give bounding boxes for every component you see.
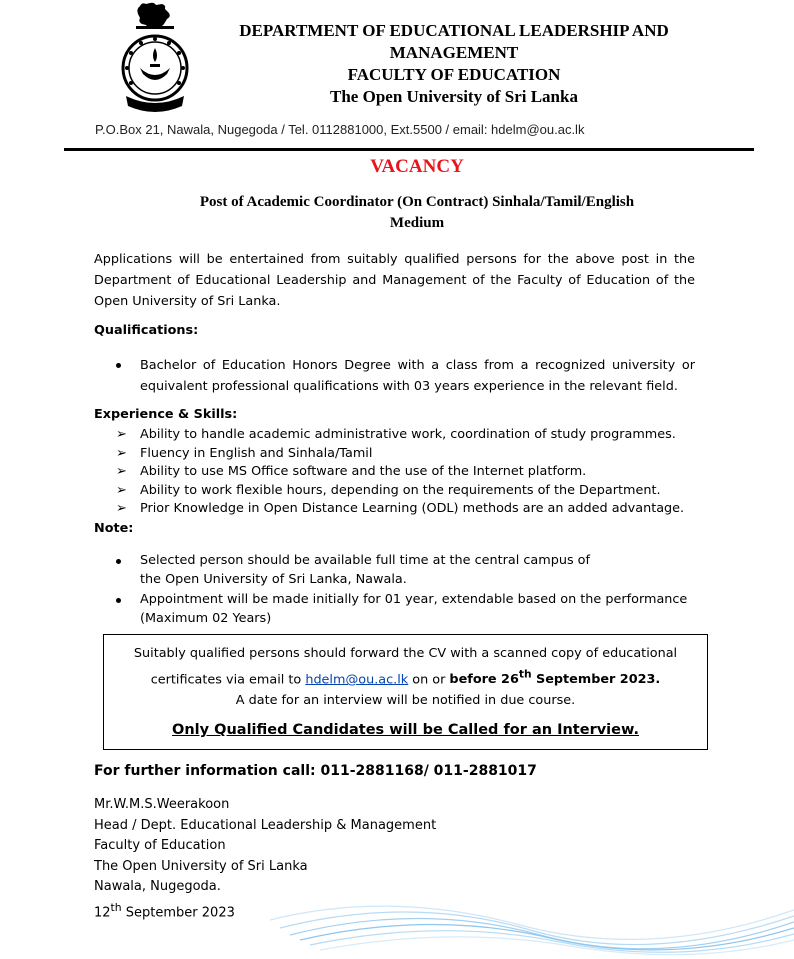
experience-text: Prior Knowledge in Open Distance Learning (ODL) methods are an added advantage. [140,501,685,517]
signatory-title: Head / Dept. Educational Leadership & Management [94,817,437,833]
note-text-line: (Maximum 02 Years) [140,611,272,626]
arrow-bullet-icon: ➢ [116,445,127,461]
list-item [94,426,714,445]
deadline-text: September 2023. [531,672,661,688]
qualifications-list [94,355,695,397]
date-suffix: th [110,900,122,914]
list-item [94,500,714,519]
experience-text: Fluency in English and Sinhala/Tamil [140,445,373,461]
application-info-box [103,634,708,750]
date-rest: September 2023 [121,904,235,920]
university-logo [120,2,190,114]
experience-heading: Experience & Skills: [94,407,238,422]
deadline-suffix: th [518,668,532,681]
info-text: certificates via email to [150,672,306,688]
list-item [94,482,714,501]
note-text-line: Appointment will be made initially for 01 year, extendable based on the performance [140,592,688,607]
arrow-bullet-icon: ➢ [116,482,127,498]
signatory-faculty: Faculty of Education [94,838,226,853]
experience-text: Ability to use MS Office software and the use of the Internet platform. [140,464,587,480]
deadline-text: before 26 [449,672,519,688]
note-heading: Note: [94,521,134,536]
experience-list [94,426,714,519]
faculty-name: FACULTY OF EDUCATION [347,65,561,84]
university-name: The Open University of Sri Lanka [330,87,578,106]
qualification-text: Bachelor of Education Honors Degree with a class from a recognized university or equivalent professional qualifications with 03 years experience in the relevant field. [140,358,695,394]
post-title-line-1: Post of Academic Coordinator (On Contract) Sinhala/Tamil/English [199,194,635,210]
deadline [449,668,661,688]
further-info: For further information call: 011-2881168/ 011-2881017 [94,763,537,779]
info-line-2 [104,664,707,690]
post-title-line-2: Medium [389,215,445,231]
bullet-icon [116,559,121,564]
experience-text: Ability to work flexible hours, depending on the requirements of the Department. [140,482,661,498]
signatory-university: The Open University of Sri Lanka [94,858,308,874]
list-item [94,463,714,482]
info-text: on or [408,672,450,688]
dept-line-1: DEPARTMENT OF EDUCATIONAL LEADERSHIP AND [239,21,669,40]
vacancy-title: VACANCY [370,156,464,177]
signatory-address: Nawala, Nugegoda. [94,879,221,894]
note-text-line: Selected person should be available full time at the central campus of [140,553,591,568]
email-link[interactable]: hdelm@ou.ac.lk [305,672,409,688]
note-list [94,551,714,629]
bullet-icon [116,363,121,368]
signatory-name: Mr.W.M.S.Weerakoon [94,797,230,812]
arrow-bullet-icon: ➢ [116,464,127,480]
bullet-icon [116,598,121,603]
note-text-line: the Open University of Sri Lanka, Nawala. [140,572,407,587]
experience-text: Ability to handle academic administrative work, coordination of study programmes. [140,427,676,442]
intro-text: Applications will be entertained from suitably qualified persons for the above post in the Department of Educational Leadership and Management of the Faculty of Education of the Open University of Sri Lanka. [94,252,695,309]
post-title [140,192,694,234]
contact-line: P.O.Box 21, Nawala, Nugegoda / Tel. 0112881000, Ext.5500 / email: hdelm@ou.ac.lk [95,122,585,137]
info-line-1: Suitably qualified persons should forward the CV with a scanned copy of educational [133,646,678,661]
list-item [94,551,714,589]
intro-paragraph [94,249,695,312]
interview-notice: Only Qualified Candidates will be Called for an Interview. [172,722,639,739]
decorative-wave [270,880,794,959]
date-day: 12 [94,904,111,920]
info-line-3: A date for an interview will be notified in due course. [235,693,576,709]
qualifications-heading: Qualifications: [94,323,199,338]
arrow-bullet-icon: ➢ [116,427,127,442]
header-divider [64,148,754,151]
dept-line-2: MANAGEMENT [389,43,519,62]
arrow-bullet-icon: ➢ [116,501,127,517]
list-item [94,590,714,628]
list-item [94,445,714,464]
header-title [190,20,718,108]
list-item [94,355,695,397]
